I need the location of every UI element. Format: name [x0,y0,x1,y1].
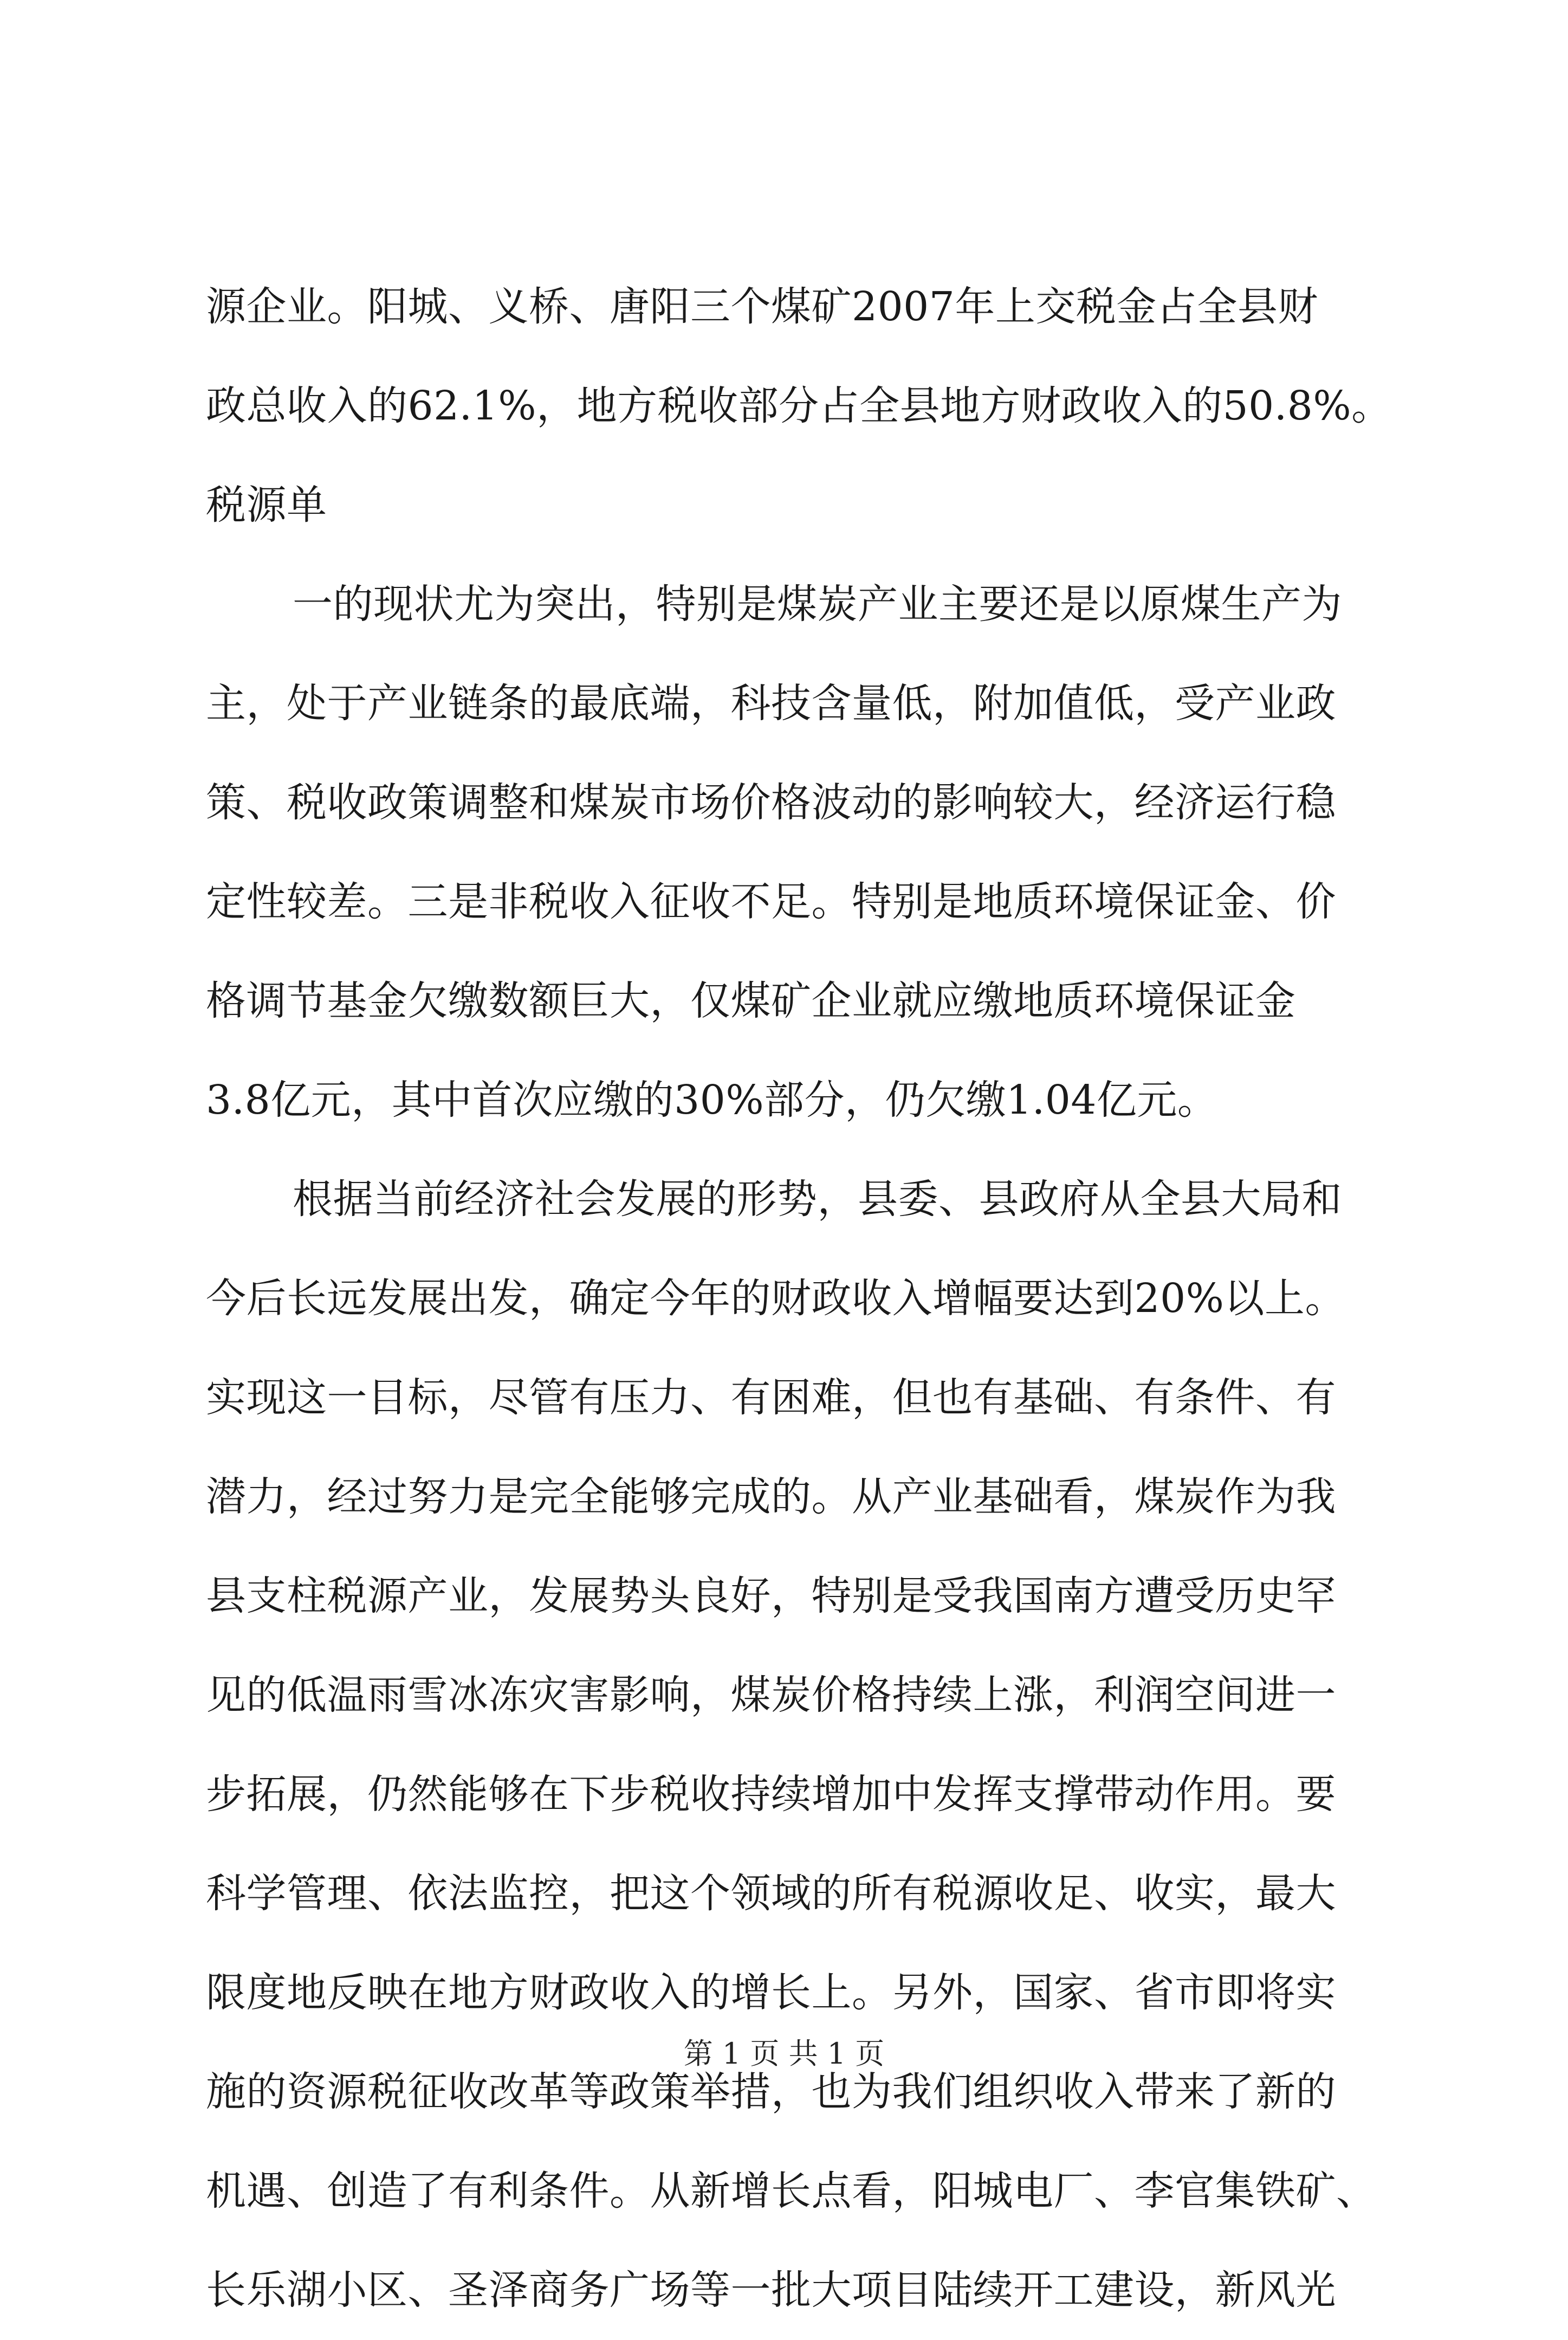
text-line: 县支柱税源产业，发展势头良好，特别是受我国南方遭受历史罕 [206,1573,1336,1619]
document-body [206,257,1392,2340]
text-line: 机遇、创造了有利条件。从新增长点看，阳城电厂、李官集铁矿、 [206,2168,1377,2214]
text-line: 限度地反映在地方财政收入的增长上。另外，国家、省市即将实 [206,1969,1336,2016]
text-line: 见的低温雨雪冰冻灾害影响，煤炭价格持续上涨，利润空间进一 [206,1672,1336,1718]
text-line: 施的资源税征收改革等政策举措，也为我们组织收入带来了新的 [206,2068,1336,2115]
text-line: 步拓展，仍然能够在下步税收持续增加中发挥支撑带动作用。要 [206,1771,1336,1818]
text-line: 策、税收政策调整和煤炭市场价格波动的影响较大，经济运行稳 [206,779,1336,826]
text-line: 科学管理、依法监控，把这个领域的所有税源收足、收实，最大 [206,1870,1336,1917]
text-line: 长乐湖小区、圣泽商务广场等一批大项目陆续开工建设，新风光 [206,2267,1336,2313]
text-line: 主，处于产业链条的最底端，科技含量低，附加值低，受产业政 [206,680,1336,727]
text-line: 3.8亿元，其中首次应缴的30%部分，仍欠缴1.04亿元。 [206,1077,1218,1123]
text-line: 源企业。阳城、义桥、唐阳三个煤矿2007年上交税金占全县财 [206,283,1318,330]
text-line: 定性较差。三是非税收入征收不足。特别是地质环境保证金、价 [206,878,1336,925]
text-line: 实现这一目标，尽管有压力、有困难，但也有基础、有条件、有 [206,1374,1336,1421]
text-line: 潜力，经过努力是完全能够完成的。从产业基础看，煤炭作为我 [206,1473,1336,1520]
page-number-footer: 第 1 页 共 1 页 [683,2037,885,2071]
paragraph-first-line: 一的现状尤为突出，特别是煤炭产业主要还是以原煤生产为 [293,581,1342,628]
text-line: 格调节基金欠缴数额巨大，仅煤矿企业就应缴地质环境保证金 [206,978,1296,1024]
text-line: 税源单 [206,482,327,528]
text-line: 政总收入的62.1%，地方税收部分占全县地方财政收入的50.8%。 [206,383,1392,429]
text-line: 今后长远发展出发，确定今年的财政收入增幅要达到20%以上。 [206,1275,1345,1322]
paragraph-first-line: 根据当前经济社会发展的形势，县委、县政府从全县大局和 [293,1176,1342,1223]
